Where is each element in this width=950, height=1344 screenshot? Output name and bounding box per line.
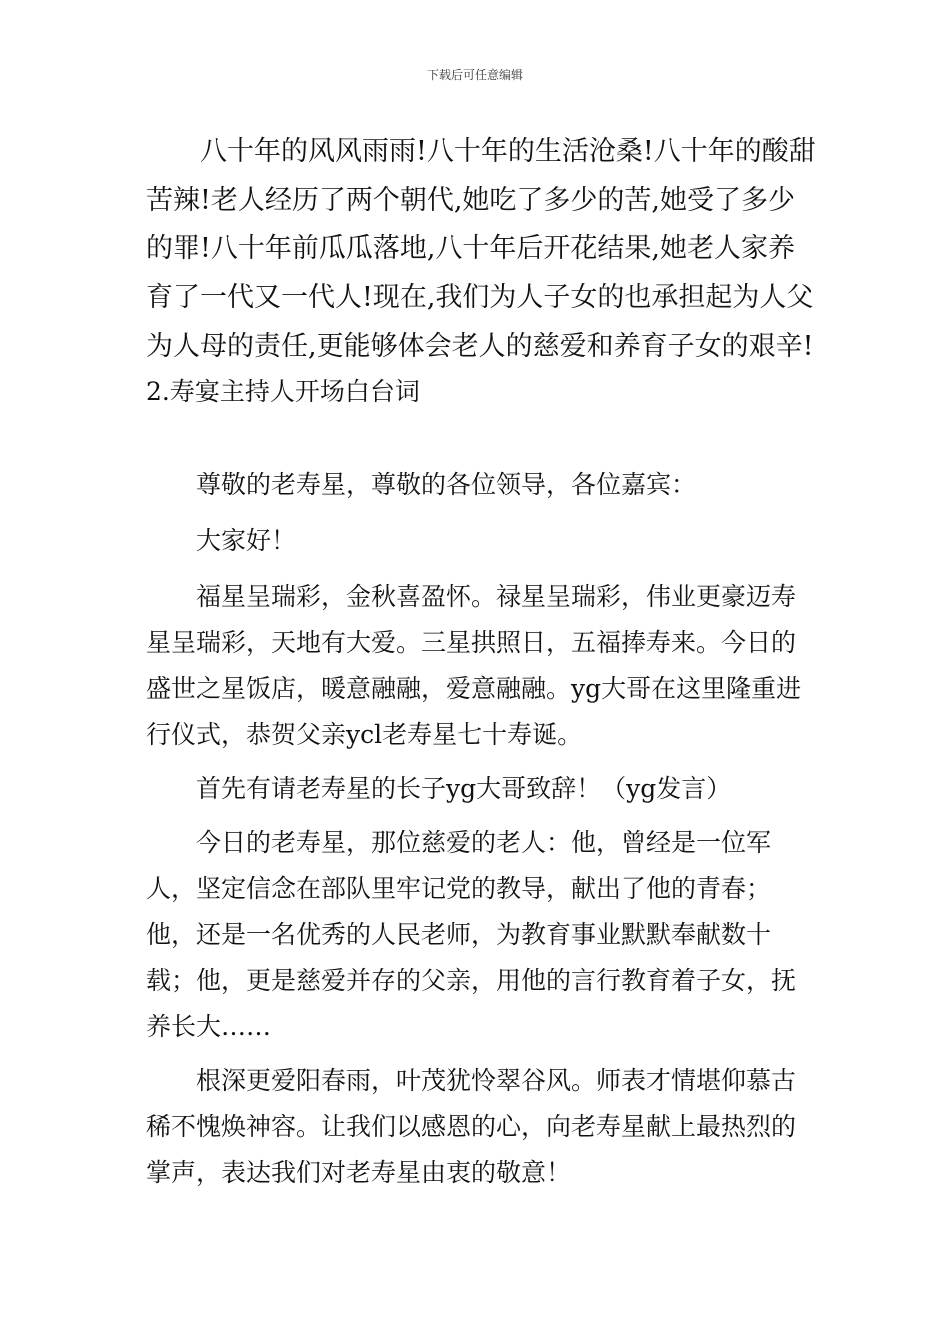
speech-paragraph-2: 首先有请老寿星的长子yg大哥致辞！（yg发言） (196, 773, 732, 803)
speech-hello: 大家好！ (196, 525, 297, 555)
page-header: 下载后可任意编辑 (426, 68, 523, 82)
section-heading: 2.寿宴主持人开场白台词 (146, 376, 420, 406)
intro-paragraph: 八十年的风风雨雨!八十年的生活沧桑!八十年的酸甜苦辣!老人经历了两个朝代,她吃了多少的苦,她受了多少的罪!八十年前瓜瓜落地,八十年后开花结果,她老人家养育了一代又一代人!现在,我们为人子女的也承担起为人父为人母的责任,更能够体会老人的慈爱和养育子女的艰辛! (146, 136, 816, 362)
document-body (146, 128, 816, 1204)
speech-section (146, 462, 816, 1196)
speech-greeting: 尊敬的老寿星，尊敬的各位领导，各位嘉宾： (196, 469, 697, 499)
speech-paragraph-3: 今日的老寿星，那位慈爱的老人：他，曾经是一位军人，坚定信念在部队里牢记党的教导，献出了他的青春；他，还是一名优秀的人民老师，为教育事业默默奉献数十载；他，更是慈爱并存的父亲，用他的言行教育着子女，抚养长大…… (146, 827, 797, 1041)
speech-paragraph-4: 根深更爱阳春雨，叶茂犹怜翠谷风。师表才情堪仰慕古稀不愧焕神容。让我们以感恩的心，向老寿星献上最热烈的掌声，表达我们对老寿星由衷的敬意！ (146, 1065, 797, 1187)
speech-paragraph-1: 福星呈瑞彩，金秋喜盈怀。禄星呈瑞彩，伟业更豪迈寿星呈瑞彩，天地有大爱。三星拱照日，五福捧寿来。今日的盛世之星饭店，暖意融融，爱意融融。yg大哥在这里隆重进行仪式，恭贺父亲ycl老寿星七十寿诞。 (146, 581, 802, 749)
